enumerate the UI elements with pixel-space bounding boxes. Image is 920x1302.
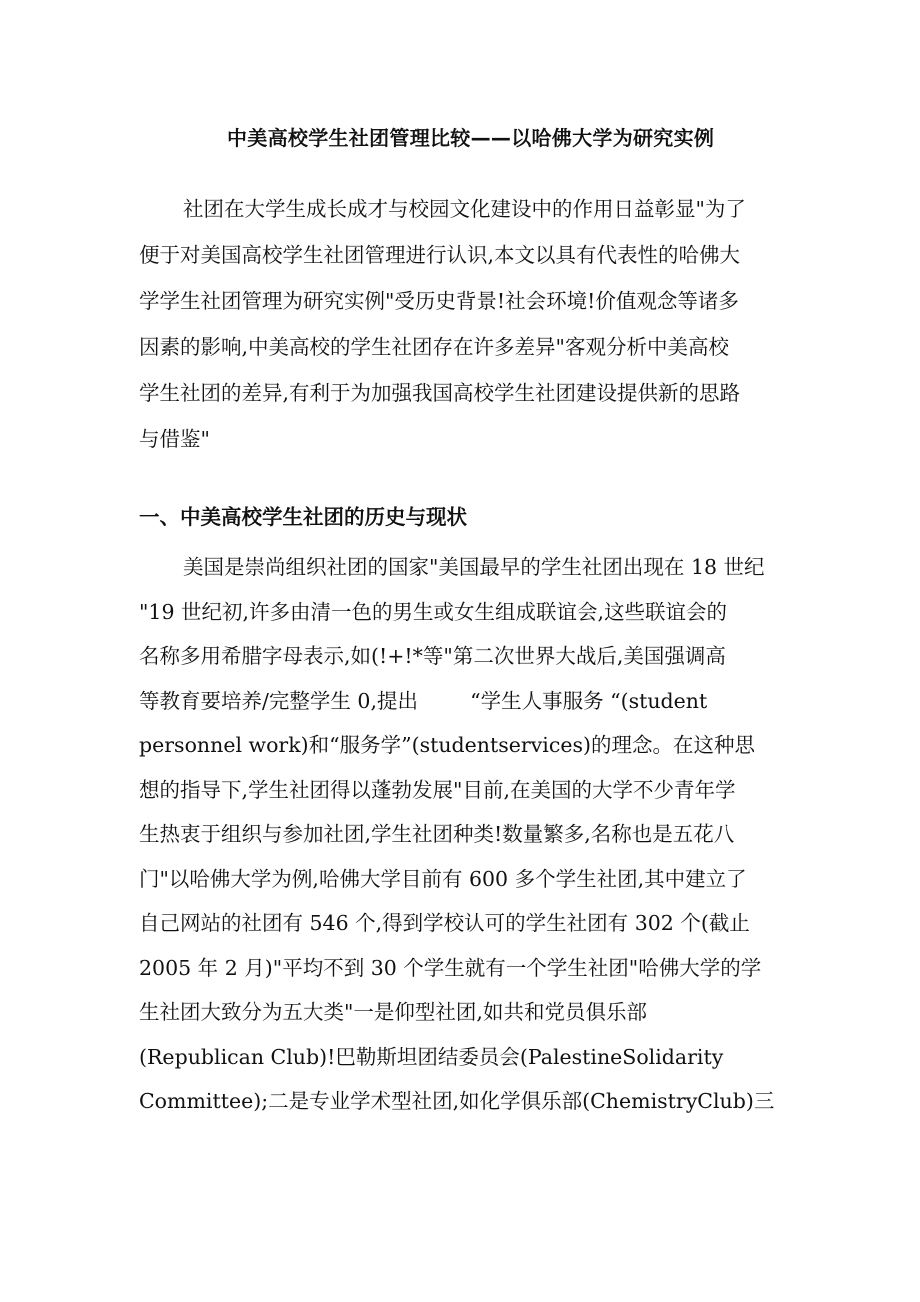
abstract-line: 因素的影响,中美高校的学生社团存在许多差异"客观分析中美高校 [139, 335, 729, 359]
body-line: 生社团大致分为五大类"一是仰型社团,如共和党员俱乐部 [139, 1000, 647, 1024]
body-line: "19 世纪初,许多由清一色的男生或女生组成联谊会,这些联谊会的 [139, 599, 728, 624]
body-line: 名称多用希腊字母表示,如(!+!*等"第二次世界大战后,美国强调高 [139, 644, 726, 668]
document-title: 中美高校学生社团管理比较——以哈佛大学为研究实例 [227, 126, 715, 150]
body-line: (Republican Club)!巴勒斯坦团结委员会(PalestineSolidarity [139, 1044, 724, 1069]
abstract-line: 学生社团的差异,有利于为加强我国高校学生社团建设提供新的思路 [139, 381, 741, 405]
body-line: 美国是崇尚组织社团的国家"美国最早的学生社团出现在 18 世纪 [183, 555, 765, 579]
body-line: personnel work)和“服务学”(studentservices)的理念。在这种思 [139, 733, 755, 757]
body-line: 门"以哈佛大学为例,哈佛大学目前有 600 多个学生社团,其中建立了 [139, 866, 747, 891]
body-line: Committee);二是专业学术型社团,如化学俱乐部(ChemistryClub)三 [139, 1089, 775, 1113]
abstract-paragraph [139, 186, 794, 462]
abstract-line: 学学生社团管理为研究实例"受历史背景!社会环境!价值观念等诸多 [139, 289, 739, 313]
body-line: 想的指导下,学生社团得以蓬勃发展"目前,在美国的大学不少青年学 [139, 777, 736, 802]
body-line: 等教育要培养/完整学生 0,提出 “学生人事服务 “(student [139, 688, 708, 713]
abstract-line: 与借鉴" [139, 427, 210, 451]
body-line: 自己网站的社团有 546 个,得到学校认可的学生社团有 302 个(截止 [139, 911, 750, 935]
body-line: 生热衷于组织与参加社团,学生社团种类!数量繁多,名称也是五花八 [139, 822, 735, 846]
abstract-line: 便于对美国高校学生社团管理进行认识,本文以具有代表性的哈佛大 [139, 243, 741, 267]
body-line: 2005 年 2 月)"平均不到 30 个学生就有一个学生社团"哈佛大学的学 [139, 955, 762, 980]
section-1-paragraph [139, 545, 794, 1124]
abstract-line: 社团在大学生成长成才与校园文化建设中的作用日益彰显"为了 [183, 197, 746, 221]
section-heading: 一、中美高校学生社团的历史与现状 [139, 505, 467, 529]
